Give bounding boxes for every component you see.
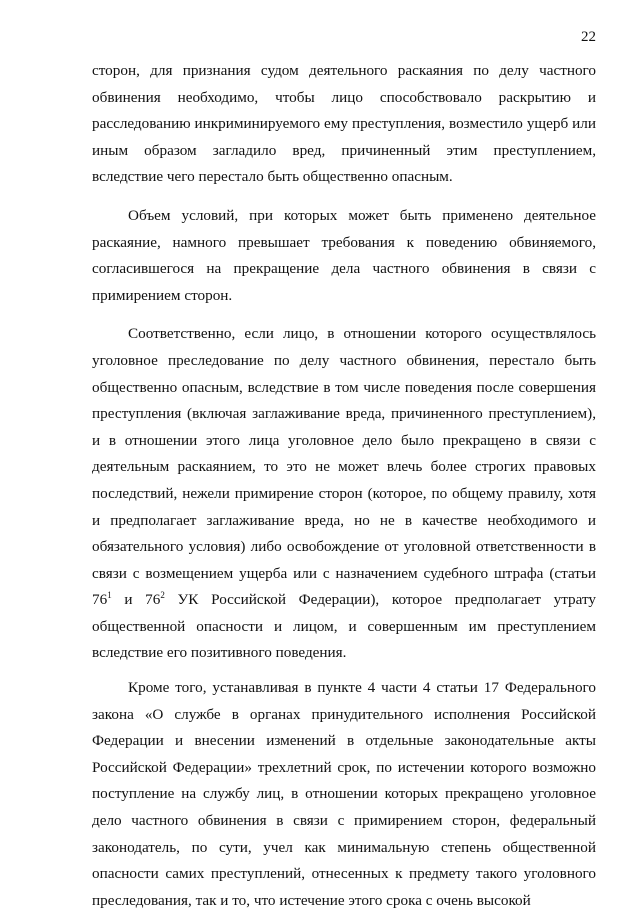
paragraph-4: Кроме того, устанавливая в пункте 4 части 4 статьи 17 Федерального закона «О службе в органах принудительного исполнения Российской Федерации и внесении изменений в отдельные законодательные акты Российской Федерации» трехлетний срок, по истечении которого возможно поступление на службу лиц, в отношении которых прекращено уголовное дело частного обвинения в связи с примирением сторон, федеральный законодатель, по сути, учел как минимальную степень общественной опасности самих преступлений, отнесенных к предмету такого уголовного преследования, так и то, что истечение этого срока с очень высокой <box>92 679 596 909</box>
paragraph-3-text-start: Соответственно, если лицо, в отношении которого осуществлялось уголовное преследование по делу частного обвинения, перестало быть общественно опасным, вследствие в том числе поведения после совершения преступления (включая заглаживание вреда, причиненного преступлением), и в отношении этого лица уголовное дело было прекращено в связи с деятельным раскаянием, то это не может влечь более строгих правовых последствий, нежели примирение сторон (которое, по общему правилу, хотя и предполагает заглаживание вреда, но не в качестве необходимого и обязательного условия) либо освобождение от уголовной ответственности в связи с возмещением ущерба или с назначением судебного штрафа (статьи 76 <box>92 325 596 609</box>
article-76-2-superscript: 2 <box>160 590 165 601</box>
document-body <box>92 58 596 914</box>
article-76-1-superscript: 1 <box>107 590 112 601</box>
paragraph-3-text-end: УК Российской Федерации), которое предполагает утрату общественной опасности и лицом, и совершенным им преступлением вследствие его позитивного поведения. <box>92 591 596 662</box>
paragraph-3-text-between-refs: и 76 <box>111 591 161 609</box>
paragraph-2: Объем условий, при которых может быть применено деятельное раскаяние, намного превышает требования к поведению обвиняемого, согласившегося на прекращение дела частного обвинения в связи с примирением сторон. <box>92 206 596 304</box>
paragraph-3 <box>92 321 596 667</box>
page-number: 22 <box>581 29 596 45</box>
paragraph-1: сторон, для признания судом деятельного раскаяния по делу частного обвинения необходимо, чтобы лицо способствовало раскрытию и расследованию инкриминируемого ему преступления, возместило ущерб или иным образом загладило вред, причиненный этим преступлением, вследствие чего перестало быть общественно опасным. <box>92 62 596 186</box>
